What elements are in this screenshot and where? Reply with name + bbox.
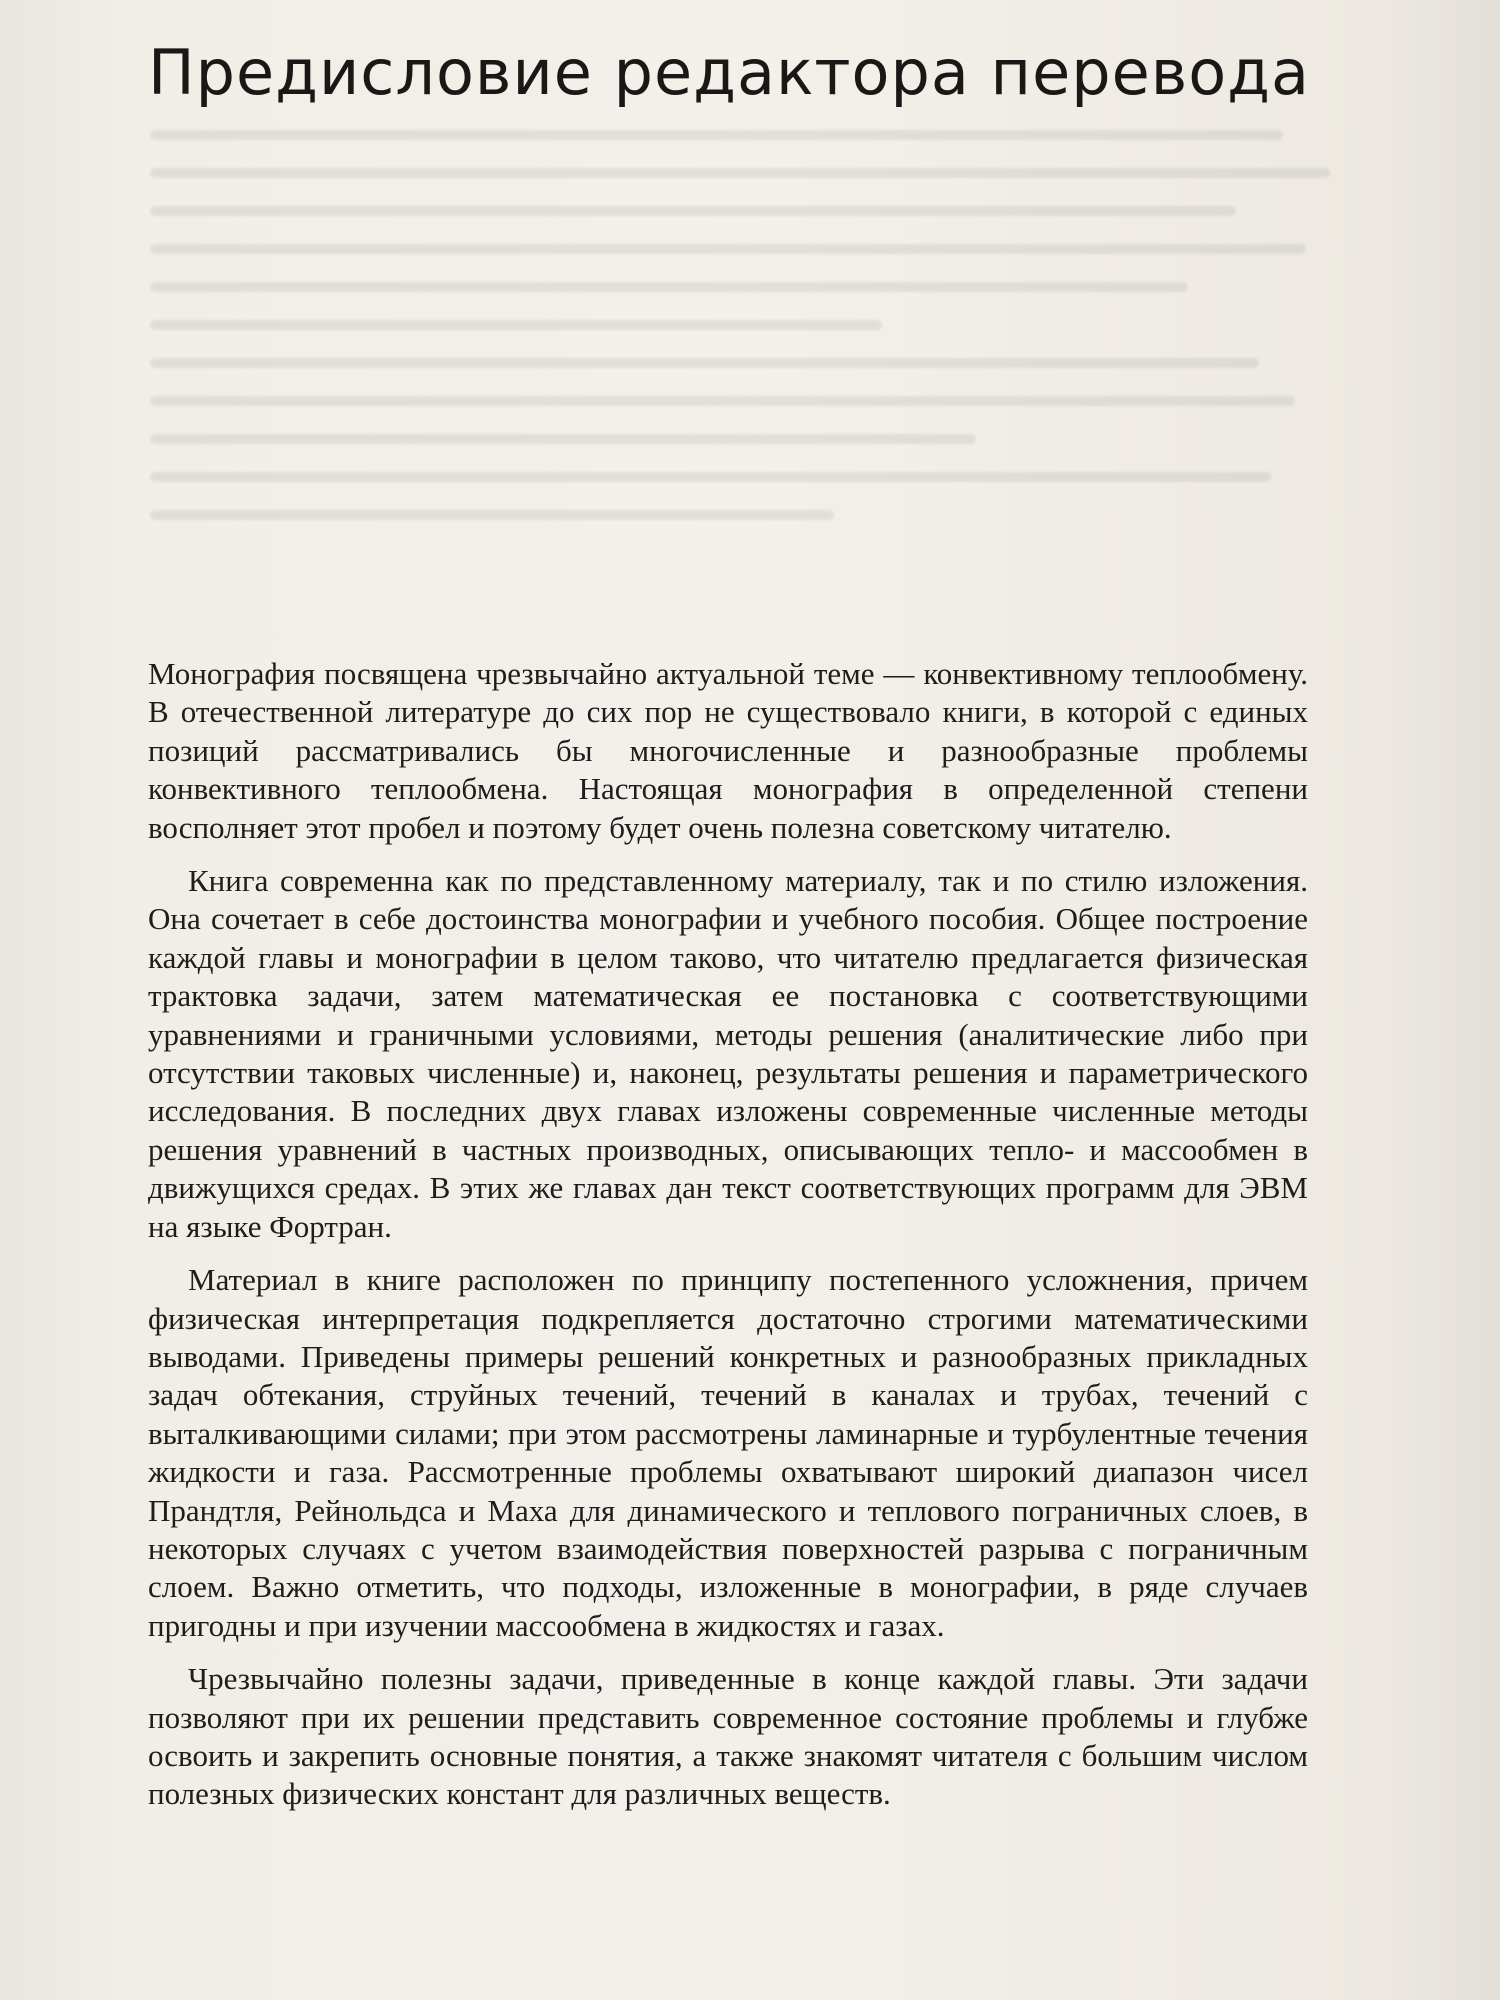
paragraph-2: Книга современна как по представленному материалу, так и по стилю изложения. Она сочетает в себе достоинства монографии и учебного пособия. Общее построение каждой главы и монографии в целом таково, что читателю предлагается физическая трактовка задачи, затем математическая ее постановка с соответствующими уравнениями и граничными условиями, методы решения (аналитические либо при отсутствии таковых численные) и, наконец, результаты решения и параметрического исследования. В последних двух главах изложены современные численные методы решения уравнений в частных производных, описывающих тепло- и массообмен в движущихся средах. В этих же главах дан текст соответствующих программ для ЭВМ на языке Фортран.: [148, 863, 1308, 1244]
paragraph-3: Материал в книге расположен по принципу постепенного усложнения, причем физическая интерпретация подкрепляется достаточно строгими математическими выводами. Приведены примеры решений конкретных и разнообразных прикладных задач обтекания, струйных течений, течений в каналах и трубах, течений с выталкивающими силами; при этом рассмотрены ламинарные и турбулентные течения жидкости и газа. Рассмотренные проблемы охватывают широкий диапазон чисел Прандтля, Рейнольдса и Маха для динамического и теплового пограничных слоев, в некоторых случаях с учетом взаимодействия поверхностей разрыва с пограничным слоем. Важно отметить, что подходы, изложенные в монографии, в ряде случаев пригодны и при изучении массообмена в жидкостях и газах.: [148, 1262, 1308, 1643]
preface-body: [148, 655, 1308, 1829]
show-through-text: [150, 130, 1330, 690]
paragraph-1: Монография посвящена чрезвычайно актуальной теме — конвективному теплообмену. В отечественной литературе до сих пор не существовало книги, в которой с единых позиций рассматривались бы многочисленные и разнообразные проблемы конвективного теплообмена. Настоящая монография в определенной степени восполняет этот пробел и поэтому будет очень полезна советскому читателю.: [148, 656, 1308, 845]
paragraph-4: Чрезвычайно полезны задачи, приведенные в конце каждой главы. Эти задачи позволяют при их решении представить современное состояние проблемы и глубже освоить и закрепить основные понятия, а также знакомят читателя с большим числом полезных физических констант для различных веществ.: [148, 1661, 1308, 1812]
page-title: Предисловие редактора перевода: [148, 36, 1311, 109]
